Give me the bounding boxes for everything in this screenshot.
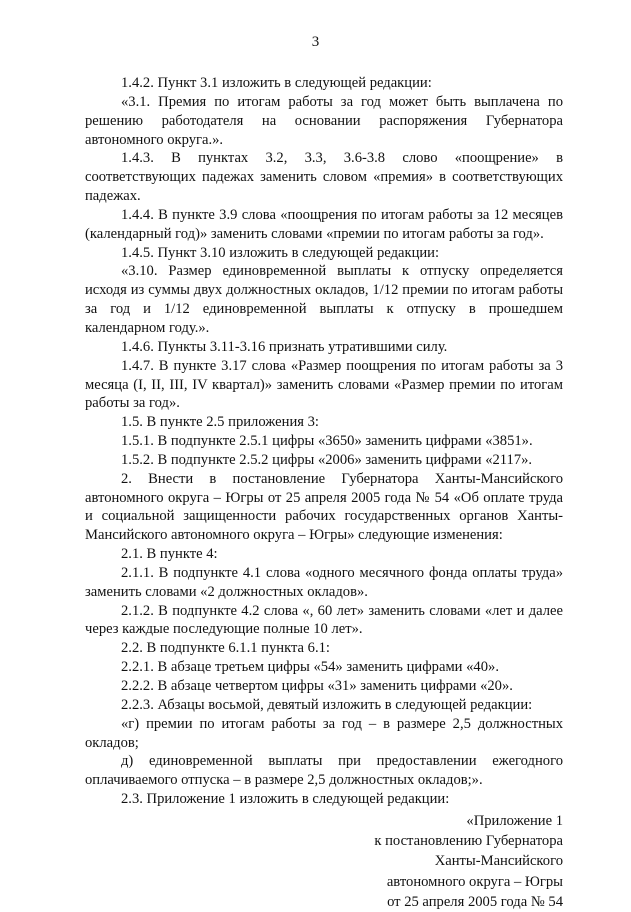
paragraph: 1.4.3. В пунктах 3.2, 3.3, 3.6-3.8 слово «поощрение» в соответствующих падежах заменить словом «премия» в соответствующих падежах. xyxy=(85,150,563,205)
appendix-header-line: автономного округа – Югры xyxy=(386,873,563,890)
paragraph: 2.1.1. В подпункте 4.1 слова «одного месячного фонда оплаты труда» заменить словами «2 должностных окладов». xyxy=(85,564,563,600)
appendix-header-line: к постановлению Губернатора xyxy=(374,833,563,850)
paragraph: 1.5. В пункте 2.5 приложения 3: xyxy=(121,414,319,431)
paragraph: «3.1. Премия по итогам работы за год может быть выплачена по решению работодателя на основании распоряжения Губернатора автономного округа.». xyxy=(85,93,563,148)
appendix-header-line: Ханты-Мансийского xyxy=(434,853,563,870)
document-body xyxy=(85,74,563,912)
appendix-header-line: «Приложение 1 xyxy=(466,812,563,829)
paragraph: д) единовременной выплаты при предоставлении ежегодного оплачиваемого отпуска – в размере 2,5 должностных окладов;». xyxy=(85,753,563,789)
appendix-header-line: от 25 апреля 2005 года № 54 xyxy=(387,893,563,910)
paragraph: 1.4.4. В пункте 3.9 слова «поощрения по итогам работы за 12 месяцев (календарный год)» заменить словами «премии по итогам работы за год». xyxy=(85,206,563,242)
paragraph: 1.5.2. В подпункте 2.5.2 цифры «2006» заменить цифрами «2117». xyxy=(121,451,533,468)
paragraph: «3.10. Размер единовременной выплаты к отпуску определяется исходя из суммы двух должностных окладов, 1/12 премии по итогам работы за год и 1/12 единовременной выплаты к отпуску в прошедшем календарном году.». xyxy=(85,263,563,336)
paragraph: 1.4.7. В пункте 3.17 слова «Размер поощрения по итогам работы за 3 месяца (I, II, III, IV квартал)» заменить словами «Размер премии по итогам работы за год». xyxy=(85,357,563,412)
paragraph: 2. Внести в постановление Губернатора Ханты-Мансийского автономного округа – Югры от 25 апреля 2005 года № 54 «Об оплате труда и социальной защищенности рабочих государственных органов Ханты-Мансийского автономного округа – Югры» следующие изменения: xyxy=(85,470,563,544)
paragraph: 2.1. В пункте 4: xyxy=(121,546,218,563)
paragraph: «г) премии по итогам работы за год – в размере 2,5 должностных окладов; xyxy=(85,715,563,751)
paragraph: 1.4.6. Пункты 3.11-3.16 признать утратившими силу. xyxy=(121,338,448,355)
page-number: 3 xyxy=(311,34,320,50)
paragraph: 2.2.3. Абзацы восьмой, девятый изложить в следующей редакции: xyxy=(121,696,533,713)
paragraph: 2.2.1. В абзаце третьем цифры «54» заменить цифрами «40». xyxy=(121,659,499,676)
paragraph: 2.3. Приложение 1 изложить в следующей редакции: xyxy=(121,791,450,808)
paragraph: 2.1.2. В подпункте 4.2 слова «, 60 лет» заменить словами «лет и далее через каждые последующие полные 10 лет». xyxy=(85,602,563,638)
paragraph: 1.4.5. Пункт 3.10 изложить в следующей редакции: xyxy=(121,244,440,261)
paragraph: 2.2. В подпункте 6.1.1 пункта 6.1: xyxy=(121,640,330,657)
paragraph: 2.2.2. В абзаце четвертом цифры «31» заменить цифрами «20». xyxy=(121,678,513,694)
paragraph: 1.4.2. Пункт 3.1 изложить в следующей редакции: xyxy=(121,75,432,91)
appendix-header xyxy=(85,811,563,912)
paragraph: 1.5.1. В подпункте 2.5.1 цифры «3650» заменить цифрами «3851». xyxy=(121,433,533,450)
